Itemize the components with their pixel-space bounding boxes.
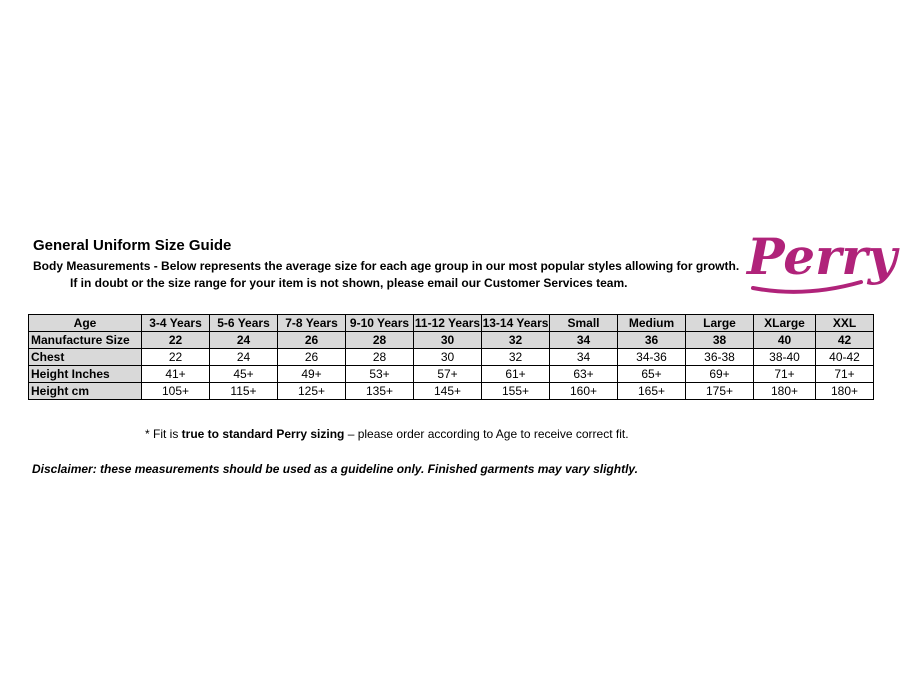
table-header-row	[29, 315, 874, 332]
header-column: Medium	[618, 315, 686, 332]
table-cell: 71+	[816, 366, 874, 383]
fit-note-suffix: – please order according to Age to receive correct fit.	[344, 427, 629, 441]
table-cell: 180+	[754, 383, 816, 400]
table-cell: 145+	[414, 383, 482, 400]
table-cell: 32	[482, 349, 550, 366]
perry-logo-text: Perry	[747, 227, 897, 286]
table-cell: 135+	[346, 383, 414, 400]
table-row	[29, 332, 874, 349]
subtitle-line-1: Body Measurements - Below represents the average size for each age group in our most popular styles allowing for growth.	[33, 259, 740, 273]
table-cell: 41+	[142, 366, 210, 383]
table-cell: 32	[482, 332, 550, 349]
table-cell: 28	[346, 332, 414, 349]
header-column: 11-12 Years	[414, 316, 481, 330]
table-cell: 34-36	[618, 349, 686, 366]
header-column: 5-6 Years	[210, 315, 278, 332]
table-cell: 36-38	[686, 349, 754, 366]
disclaimer: Disclaimer: these measurements should be used as a guideline only. Finished garments may vary slightly.	[32, 462, 638, 476]
table-cell: 180+	[816, 383, 874, 400]
table-cell: 165+	[618, 383, 686, 400]
table-cell: 57+	[414, 366, 482, 383]
table-cell: 45+	[210, 366, 278, 383]
table-row	[29, 383, 874, 400]
table-cell: 65+	[618, 366, 686, 383]
fit-note-bold: true to standard Perry sizing	[181, 427, 345, 441]
table-cell: 38	[686, 332, 754, 349]
table-cell: 125+	[278, 383, 346, 400]
subtitle-line-2: If in doubt or the size range for your item is not shown, please email our Customer Services team.	[70, 276, 628, 290]
header-label: Age	[29, 315, 142, 332]
table-cell: 40-42	[816, 349, 874, 366]
row-label: Manufacture Size	[29, 332, 142, 349]
table-cell: 24	[210, 332, 278, 349]
header-column: 7-8 Years	[278, 315, 346, 332]
header-column: XLarge	[754, 315, 816, 332]
table-row	[29, 366, 874, 383]
size-table	[28, 314, 874, 400]
header-column: Large	[686, 315, 754, 332]
table-cell: 63+	[550, 366, 618, 383]
table-cell: 40	[754, 332, 816, 349]
table-cell: 160+	[550, 383, 618, 400]
table-cell: 49+	[278, 366, 346, 383]
table-cell: 69+	[686, 366, 754, 383]
table-cell: 34	[550, 332, 618, 349]
table-cell: 42	[816, 332, 874, 349]
table-cell: 36	[618, 332, 686, 349]
row-label: Height Inches	[29, 366, 142, 383]
table-cell: 155+	[482, 383, 550, 400]
row-label: Height cm	[29, 383, 142, 400]
table-cell: 175+	[686, 383, 754, 400]
header-column: 3-4 Years	[142, 315, 210, 332]
table-cell: 115+	[210, 383, 278, 400]
table-cell: 28	[346, 349, 414, 366]
table-cell: 61+	[482, 366, 550, 383]
table-cell: 38-40	[754, 349, 816, 366]
table-cell: 22	[142, 332, 210, 349]
page-title: General Uniform Size Guide	[33, 237, 232, 254]
table-cell: 26	[278, 349, 346, 366]
table-cell: 24	[210, 349, 278, 366]
table-row	[29, 349, 874, 366]
table-cell: 34	[550, 349, 618, 366]
table-cell: 30	[414, 349, 482, 366]
table-cell: 22	[142, 349, 210, 366]
table-cell: 53+	[346, 366, 414, 383]
row-label: Chest	[29, 349, 142, 366]
perry-logo	[745, 214, 897, 296]
header-column: 9-10 Years	[346, 315, 414, 332]
fit-note	[145, 427, 629, 441]
fit-note-prefix: * Fit is	[145, 427, 182, 441]
header-column: XXL	[816, 315, 874, 332]
table-cell: 71+	[754, 366, 816, 383]
table-cell: 30	[414, 332, 482, 349]
table-cell: 26	[278, 332, 346, 349]
header-column: Small	[550, 315, 618, 332]
header-column: 13-14 Years	[482, 316, 549, 330]
table-cell: 105+	[142, 383, 210, 400]
